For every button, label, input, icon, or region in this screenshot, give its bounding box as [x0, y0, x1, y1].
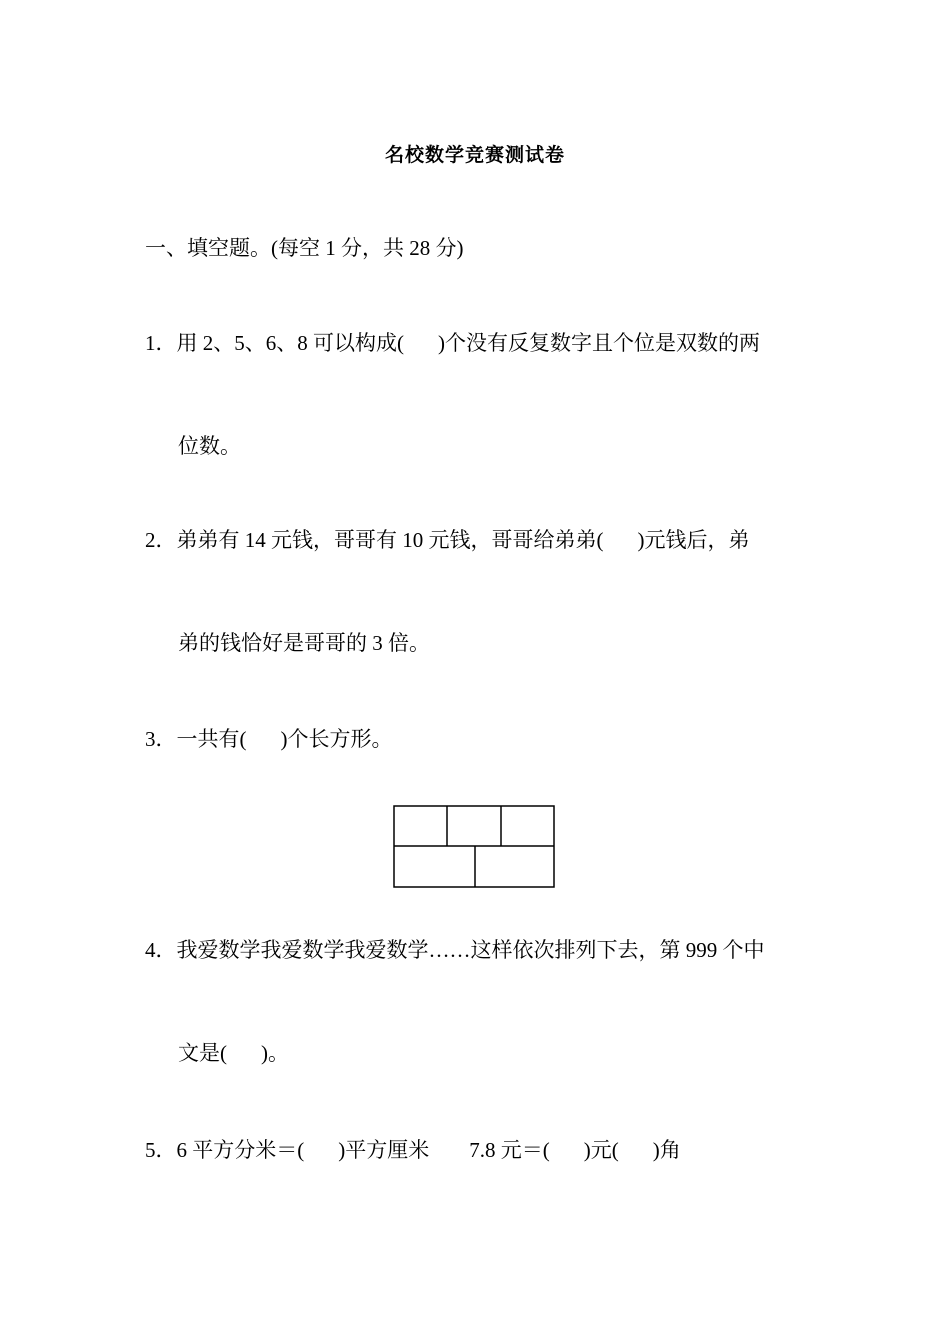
- question-4-text: 我爱数学我爱数学我爱数学……这样依次排列下去，第 999 个中: [176, 938, 765, 962]
- question-3-text-b: )个长方形。: [280, 727, 393, 751]
- question-4-line-2: [178, 1040, 289, 1066]
- rectangle-diagram: [393, 805, 555, 888]
- question-3-text-a: 一共有(: [176, 727, 247, 751]
- question-5-part1-b: )平方厘米: [338, 1138, 430, 1162]
- question-5-part1-a: 6 平方分米＝(: [176, 1138, 305, 1162]
- question-1-text-b: )个没有反复数字且个位是双数的两: [438, 331, 760, 355]
- question-5-part2-a: 7.8 元＝(: [469, 1138, 550, 1162]
- question-2-line-1: [145, 527, 750, 553]
- page-title: 名校数学竞赛测试卷: [384, 145, 565, 166]
- question-2-text-a: 弟弟有 14 元钱，哥哥有 10 元钱，哥哥给弟弟(: [176, 528, 604, 552]
- question-5-part2-c: )角: [652, 1138, 681, 1162]
- question-2-text-b: )元钱后，弟: [637, 528, 750, 552]
- question-5-line-1: [145, 1137, 681, 1163]
- question-2-line-2: 弟的钱恰好是哥哥的 3 倍。: [178, 631, 430, 655]
- question-3-line-1: [145, 726, 393, 752]
- question-1-text-a: 用 2、5、6、8 可以构成(: [176, 331, 404, 355]
- question-4-text-b: )。: [261, 1041, 289, 1065]
- section-heading: 一、填空题。(每空 1 分，共 28 分): [145, 236, 464, 260]
- question-5-part2-b: )元(: [583, 1138, 619, 1162]
- question-1-line-1: [145, 330, 760, 356]
- question-1-number: 1．: [145, 331, 177, 355]
- question-4-number: 4．: [145, 938, 177, 962]
- question-1-line-2: 位数。: [178, 434, 241, 458]
- question-3-number: 3．: [145, 727, 177, 751]
- question-4-text-a: 文是(: [178, 1041, 227, 1065]
- question-4-line-1: [145, 937, 765, 963]
- question-2-number: 2．: [145, 528, 177, 552]
- question-5-number: 5．: [145, 1138, 177, 1162]
